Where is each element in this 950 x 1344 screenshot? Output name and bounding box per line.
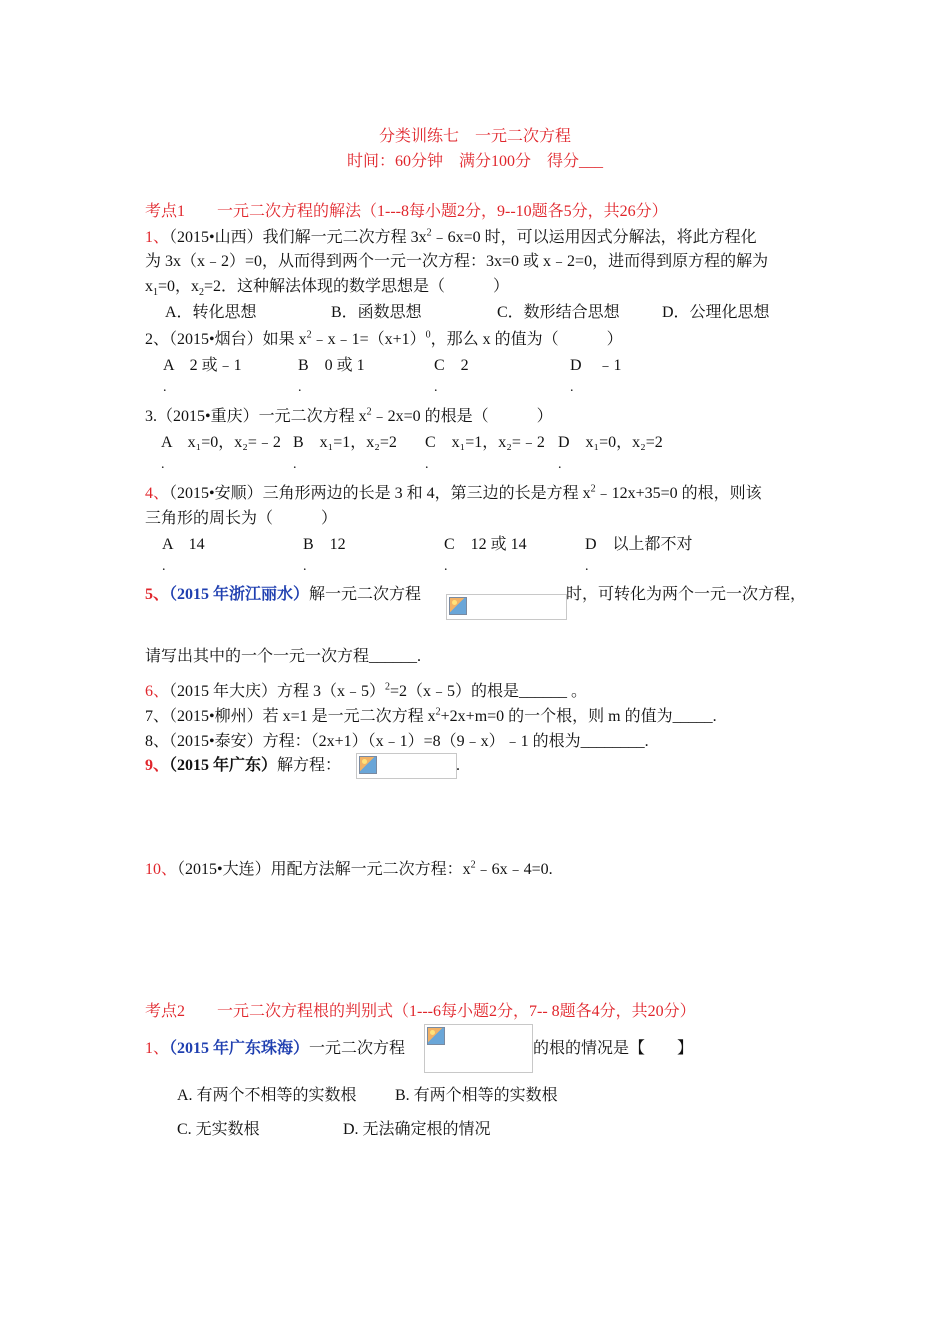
q1-option-b: B．函数思想 [331,304,422,321]
q9-post: . [456,757,460,774]
q4-dot-a: . [162,559,166,574]
broken-image-icon [449,597,467,615]
broken-image-icon [359,756,377,774]
q4-dot-b: . [303,559,307,574]
q5-line2: 请写出其中的一个一元一次方程______. [145,648,422,665]
q5-post: 时，可转化为两个一元一次方程， [566,586,807,603]
q2-option-a: A 2 或﹣1 [163,357,242,374]
q3-option-d: D x₁=0，x₂=2 [558,434,663,451]
q3-option-b: B x₁=1，x₂=2 [293,434,397,451]
q5-equation-image [446,594,567,620]
question-8: 8、（2015•泰安）方程：（2x+1）（x﹣1）=8（9﹣x）﹣1 的根为________. [145,733,649,750]
q2-dot-c: . [434,380,438,395]
q4-option-c: C 12 或 14 [444,536,527,553]
question-7: 7、（2015•柳州）若 x=1 是一元二次方程 $x^2+2x+m=0$ 的一个根，则 m 的值为_____. [145,706,717,725]
q4-option-b: B 12 [303,536,346,553]
q3-option-a: A x₁=0，x₂=﹣2 [161,434,281,451]
page-subtitle: 时间：60分钟 满分100分 得分___ [346,153,603,170]
broken-image-icon [427,1027,445,1045]
s2-q1-option-d: D. 无法确定根的情况 [343,1121,491,1138]
q4-line2: 三角形的周长为（ ） [145,510,338,527]
s2-question-1: 1、（2015 年广东珠海）一元二次方程 [145,1040,406,1057]
q4-option-a: A 14 [162,536,205,553]
q2-dot-b: . [298,380,302,395]
q1-line3: $x_1=0$，$x_2=2$．这种解法体现的数学思想是（ ） [145,278,510,299]
s2-q1-option-b: B. 有两个相等的实数根 [395,1087,558,1104]
s2-q1-equation-image [424,1024,533,1073]
question-10: 10、（2015•大连）用配方法解一元二次方程：$x^2﹣6x﹣4=0$. [145,859,553,878]
question-6: 6、（2015 年大庆）方程 3（x﹣5）$^2$=2（x﹣5）的根是______ 。 [145,681,588,700]
q4-option-d: D 以上都不对 [585,536,693,553]
q3-dot-a: . [161,457,165,472]
s2-q1-option-a: A. 有两个不相等的实数根 [177,1087,357,1104]
q1-line1-pre: （2015•山西）我们解一元二次方程 3x [169,229,427,246]
question-9: 9、（2015 年广东）解方程： [145,757,342,774]
q3-dot-c: . [425,457,429,472]
q2-option-b: B 0 或 1 [298,357,365,374]
q1-line1-post: ﹣6x=0 时，可以运用因式分解法，将此方程化 [431,229,757,246]
question-2: 2、（2015•烟台）如果 $x^2﹣x﹣1=(x+1)^0$，那么 x 的值为（ ） [145,329,623,348]
q2-dot-a: . [163,380,167,395]
q2-dot-d: . [570,380,574,395]
q2-option-c: C 2 [434,357,469,374]
q1-number: 1、 [145,229,170,246]
q1-line2: 为 3x（x﹣2）=0，从而得到两个一元一次方程：3x=0 或 x﹣2=0，进而得到原方程的解为 [145,253,769,270]
page-title: 分类训练七 一元二次方程 [378,128,571,145]
q9-equation-image [356,753,457,779]
s2-q1-option-c: C. 无实数根 [177,1121,260,1138]
section1-heading: 考点1 一元二次方程的解法（1---8每小题2分，9--10题各5分，共26分） [145,203,668,220]
question-5: 5、（2015 年浙江丽水）解一元二次方程 [145,586,422,603]
question-3: 3.（2015•重庆）一元二次方程 $x^2﹣2x=0$ 的根是（ ） [145,406,553,425]
section2-heading: 考点2 一元二次方程根的判别式（1---6每小题2分，7-- 8题各4分，共20分） [145,1003,696,1020]
q2-option-d: D ﹣1 [570,357,622,374]
q1-option-c: C．数形结合思想 [497,304,620,321]
q1-option-a: A．转化思想 [165,304,257,321]
question-4: 4、（2015•安顺）三角形两边的长是 3 和 4，第三边的长是方程 $x^2﹣12x+35=0$ 的根，则该 [145,483,762,502]
q3-dot-b: . [293,457,297,472]
q4-dot-d: . [585,559,589,574]
q3-option-c: C x₁=1，x₂=﹣2 [425,434,545,451]
question-1: 1、（2015•山西）我们解一元二次方程 $3x^2﹣6x=0$ 时，可以运用因式分解法，将此方程化 [145,227,757,246]
q4-dot-c: . [444,559,448,574]
s2-q1-post: 的根的情况是【 】 [533,1040,694,1057]
q3-dot-d: . [558,457,562,472]
q1-option-d: D．公理化思想 [662,304,770,321]
